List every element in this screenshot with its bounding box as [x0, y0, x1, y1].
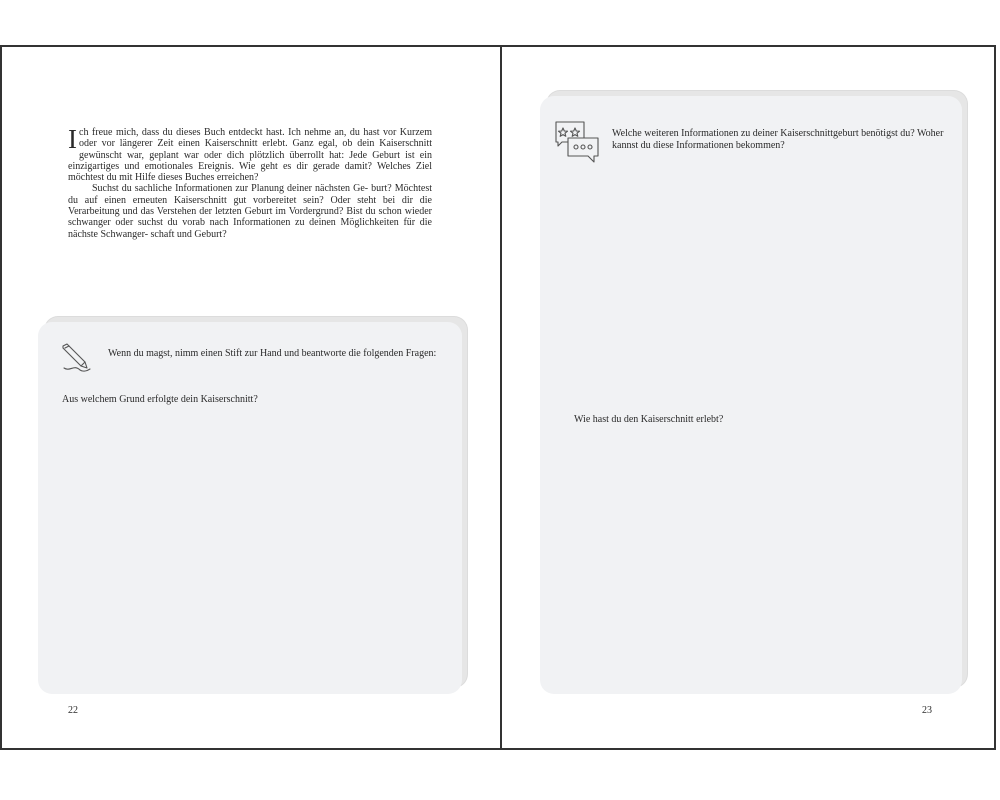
question-3: Wie hast du den Kaiserschnitt erlebt? [574, 414, 724, 425]
box-intro-text: Wenn du magst, nimm einen Stift zur Hand und beantworte die folgenden Fragen: [108, 348, 437, 359]
left-page [2, 47, 502, 748]
paragraph-1 [68, 124, 432, 184]
drop-cap: I [68, 124, 77, 154]
page-number-left: 22 [68, 705, 78, 716]
intro-text [68, 124, 432, 240]
right-page [502, 47, 996, 748]
question-1: Aus welchem Grund erfolgte dein Kaiserschnitt? [62, 394, 258, 405]
box-intro-text-right: Welche weiteren Informationen zu deiner Kaiserschnittgeburt benötigst du? Woher kannst du diese Informationen bekommen? [612, 128, 944, 151]
paragraph-2: Suchst du sachliche Informationen zur Planung deiner nächsten Ge- burt? Möchtest du auf einen erneuten Kaiserschnitt gut vorbereitet sein? Oder steht bei dir die Verarbeitung und das Verstehen der letzten Geburt im Vordergrund? Bist du schon wieder schwanger oder suchst du vorab nach Informationen zu deinen Möglichkeiten für die nächste Schwanger- schaft und Geburt? [68, 183, 432, 240]
question-box-right [540, 96, 962, 694]
page-number-right: 23 [922, 705, 932, 716]
paragraph-1-text: ch freue mich, dass du dieses Buch entdeckt hast. Ich nehme an, du hast vor Kurzem oder vor längerer Zeit einen Kaiserschnitt erlebt. Ganz egal, ob dein Kaiserschnitt gewünscht war, geplant war oder dich plötzlich überrollt hat: Jede Geburt ist ein einzigartiges und emotionales Ereignis. Wie geht es dir gerade damit? Welches Ziel möchtest du mit Hilfe dieses Buches erreichen? [68, 127, 432, 184]
pencil-icon [60, 342, 92, 374]
chat-rating-icon [554, 120, 600, 166]
book-spread [0, 45, 996, 750]
question-box-left [38, 322, 462, 694]
